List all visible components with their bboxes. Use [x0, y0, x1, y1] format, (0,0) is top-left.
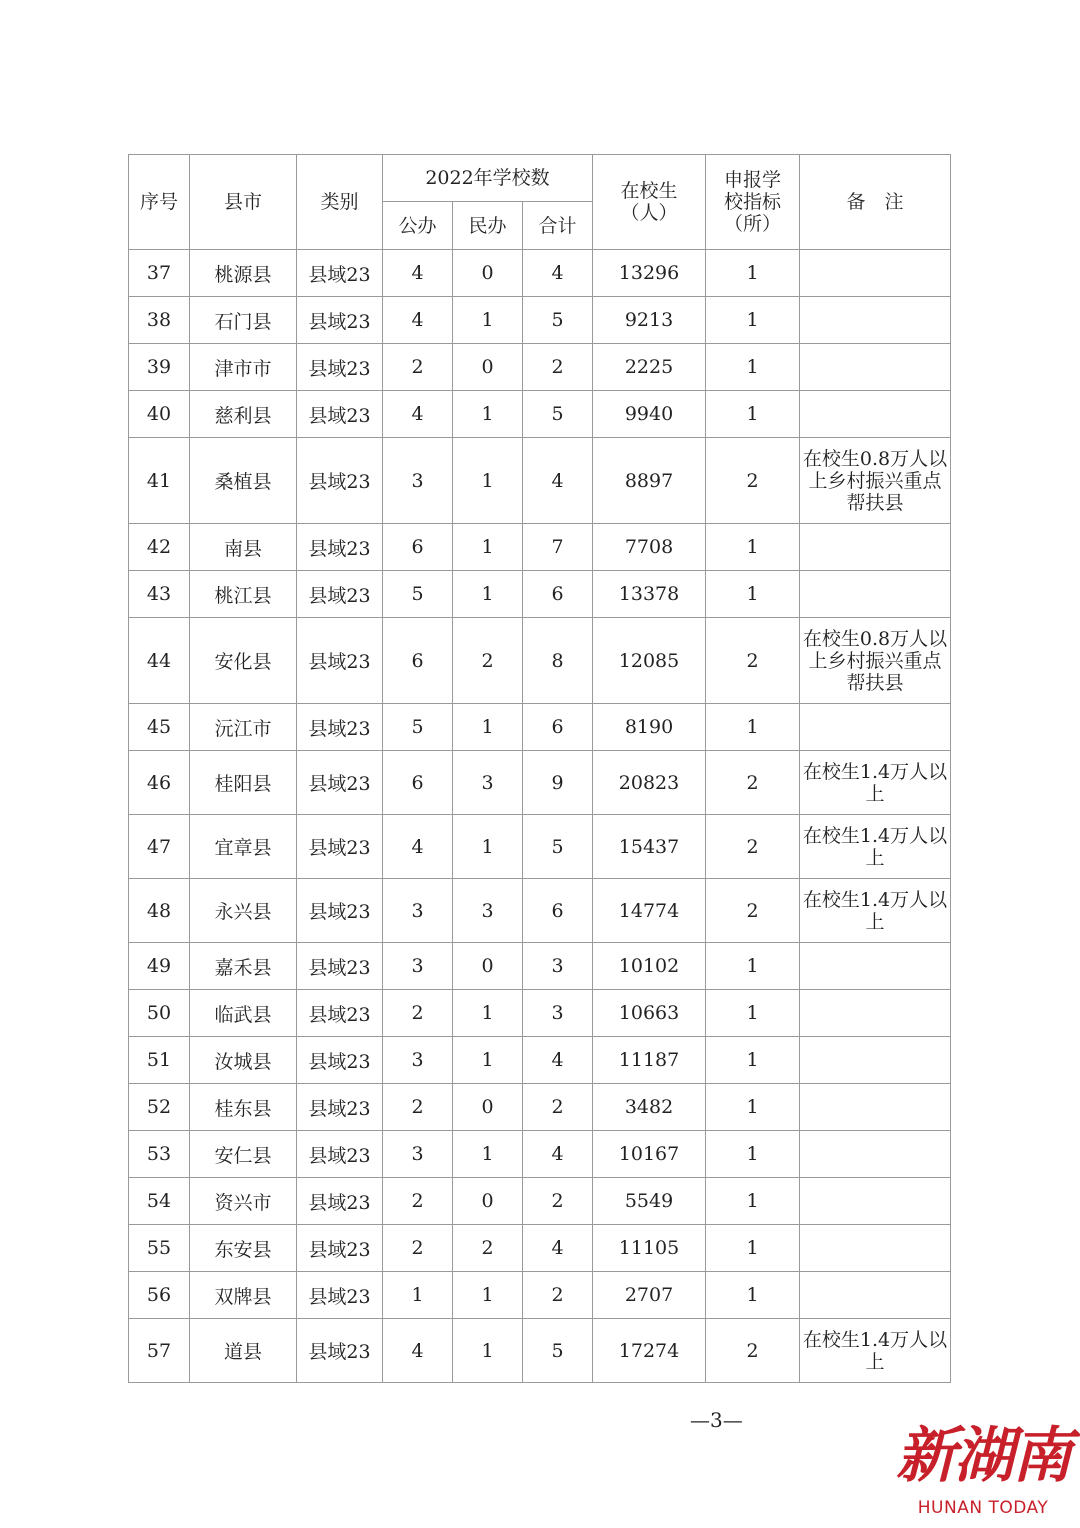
cell-private: 0	[453, 344, 523, 391]
cell-students: 8897	[593, 438, 706, 524]
cell-quota: 2	[706, 438, 800, 524]
cell-quota: 1	[706, 391, 800, 438]
cell-students: 20823	[593, 751, 706, 815]
table-body	[129, 250, 951, 1383]
cell-private: 2	[453, 618, 523, 704]
cell-category: 县域23	[297, 438, 383, 524]
cell-public: 6	[383, 524, 453, 571]
header-county: 县市	[190, 155, 297, 250]
cell-no: 45	[129, 704, 190, 751]
table-row	[129, 297, 951, 344]
cell-private: 0	[453, 943, 523, 990]
cell-category: 县域23	[297, 943, 383, 990]
cell-students: 13378	[593, 571, 706, 618]
cell-category: 县域23	[297, 571, 383, 618]
cell-remark: 在校生1.4万人以上	[800, 751, 951, 815]
cell-students: 13296	[593, 250, 706, 297]
cell-students: 10663	[593, 990, 706, 1037]
cell-total: 2	[523, 1272, 593, 1319]
cell-private: 1	[453, 815, 523, 879]
cell-remark	[800, 1178, 951, 1225]
cell-county: 石门县	[190, 297, 297, 344]
cell-public: 2	[383, 1084, 453, 1131]
cell-quota: 1	[706, 943, 800, 990]
cell-private: 1	[453, 391, 523, 438]
cell-remark: 在校生1.4万人以上	[800, 815, 951, 879]
cell-category: 县域23	[297, 391, 383, 438]
cell-remark	[800, 1084, 951, 1131]
cell-remark	[800, 1131, 951, 1178]
cell-category: 县域23	[297, 1084, 383, 1131]
cell-category: 县域23	[297, 1272, 383, 1319]
cell-quota: 1	[706, 990, 800, 1037]
cell-private: 1	[453, 1272, 523, 1319]
cell-public: 4	[383, 815, 453, 879]
cell-total: 4	[523, 1037, 593, 1084]
cell-county: 桃江县	[190, 571, 297, 618]
cell-total: 6	[523, 879, 593, 943]
cell-quota: 2	[706, 618, 800, 704]
cell-category: 县域23	[297, 344, 383, 391]
cell-remark: 在校生0.8万人以上乡村振兴重点帮扶县	[800, 618, 951, 704]
header-schools-2022: 2022年学校数	[383, 155, 593, 202]
cell-students: 2707	[593, 1272, 706, 1319]
watermark-logo-en: HUNAN TODAY	[917, 1498, 1049, 1518]
cell-private: 1	[453, 571, 523, 618]
table-row	[129, 1225, 951, 1272]
table-row	[129, 1084, 951, 1131]
cell-county: 桂东县	[190, 1084, 297, 1131]
cell-total: 5	[523, 391, 593, 438]
cell-remark	[800, 1272, 951, 1319]
header-remark: 备 注	[800, 155, 951, 250]
cell-county: 宜章县	[190, 815, 297, 879]
cell-private: 3	[453, 751, 523, 815]
cell-total: 2	[523, 1178, 593, 1225]
cell-remark	[800, 990, 951, 1037]
cell-no: 38	[129, 297, 190, 344]
table-row	[129, 1178, 951, 1225]
cell-students: 7708	[593, 524, 706, 571]
cell-total: 7	[523, 524, 593, 571]
cell-county: 永兴县	[190, 879, 297, 943]
cell-public: 4	[383, 250, 453, 297]
cell-no: 43	[129, 571, 190, 618]
cell-total: 6	[523, 571, 593, 618]
cell-public: 2	[383, 344, 453, 391]
cell-private: 3	[453, 879, 523, 943]
header-no: 序号	[129, 155, 190, 250]
cell-remark: 在校生1.4万人以上	[800, 1319, 951, 1383]
cell-private: 0	[453, 1178, 523, 1225]
cell-public: 6	[383, 751, 453, 815]
cell-total: 2	[523, 344, 593, 391]
cell-total: 4	[523, 1131, 593, 1178]
cell-total: 4	[523, 1225, 593, 1272]
cell-county: 汝城县	[190, 1037, 297, 1084]
cell-category: 县域23	[297, 1225, 383, 1272]
cell-remark	[800, 1225, 951, 1272]
table-row	[129, 990, 951, 1037]
cell-no: 37	[129, 250, 190, 297]
cell-quota: 2	[706, 879, 800, 943]
cell-students: 17274	[593, 1319, 706, 1383]
header-category: 类别	[297, 155, 383, 250]
cell-total: 3	[523, 943, 593, 990]
cell-public: 4	[383, 391, 453, 438]
table-row	[129, 391, 951, 438]
cell-public: 4	[383, 1319, 453, 1383]
cell-remark	[800, 524, 951, 571]
cell-private: 1	[453, 990, 523, 1037]
cell-no: 54	[129, 1178, 190, 1225]
watermark-logo-cn: 新湖南	[896, 1421, 1070, 1491]
cell-quota: 2	[706, 1319, 800, 1383]
header-private: 民办	[453, 202, 523, 250]
cell-remark	[800, 571, 951, 618]
cell-county: 道县	[190, 1319, 297, 1383]
cell-public: 5	[383, 571, 453, 618]
cell-county: 沅江市	[190, 704, 297, 751]
cell-students: 11105	[593, 1225, 706, 1272]
cell-private: 1	[453, 524, 523, 571]
cell-private: 2	[453, 1225, 523, 1272]
cell-total: 6	[523, 704, 593, 751]
cell-no: 53	[129, 1131, 190, 1178]
table-row	[129, 1131, 951, 1178]
cell-category: 县域23	[297, 1131, 383, 1178]
cell-county: 桂阳县	[190, 751, 297, 815]
cell-category: 县域23	[297, 524, 383, 571]
cell-students: 10167	[593, 1131, 706, 1178]
cell-no: 47	[129, 815, 190, 879]
cell-no: 52	[129, 1084, 190, 1131]
cell-county: 南县	[190, 524, 297, 571]
cell-total: 5	[523, 1319, 593, 1383]
cell-category: 县域23	[297, 704, 383, 751]
cell-county: 安化县	[190, 618, 297, 704]
cell-quota: 1	[706, 1131, 800, 1178]
cell-private: 1	[453, 1319, 523, 1383]
cell-public: 3	[383, 943, 453, 990]
cell-remark	[800, 297, 951, 344]
cell-remark: 在校生0.8万人以上乡村振兴重点帮扶县	[800, 438, 951, 524]
cell-students: 12085	[593, 618, 706, 704]
cell-public: 2	[383, 990, 453, 1037]
header-total: 合计	[523, 202, 593, 250]
cell-category: 县域23	[297, 250, 383, 297]
cell-category: 县域23	[297, 297, 383, 344]
page-number: —3—	[690, 1408, 743, 1432]
cell-category: 县域23	[297, 815, 383, 879]
cell-remark	[800, 704, 951, 751]
cell-private: 1	[453, 438, 523, 524]
cell-no: 48	[129, 879, 190, 943]
cell-remark: 在校生1.4万人以上	[800, 879, 951, 943]
cell-students: 9940	[593, 391, 706, 438]
cell-no: 41	[129, 438, 190, 524]
cell-category: 县域23	[297, 751, 383, 815]
table-row	[129, 250, 951, 297]
cell-quota: 1	[706, 1272, 800, 1319]
schools-table	[128, 154, 951, 1383]
cell-no: 39	[129, 344, 190, 391]
cell-quota: 1	[706, 297, 800, 344]
table-row	[129, 344, 951, 391]
cell-category: 县域23	[297, 1319, 383, 1383]
cell-county: 慈利县	[190, 391, 297, 438]
cell-total: 4	[523, 438, 593, 524]
cell-students: 5549	[593, 1178, 706, 1225]
cell-public: 3	[383, 438, 453, 524]
table-row	[129, 751, 951, 815]
cell-students: 10102	[593, 943, 706, 990]
cell-quota: 2	[706, 815, 800, 879]
header-quota: 申报学校指标（所）	[706, 155, 800, 250]
cell-private: 0	[453, 250, 523, 297]
cell-no: 46	[129, 751, 190, 815]
cell-total: 2	[523, 1084, 593, 1131]
cell-total: 5	[523, 815, 593, 879]
cell-students: 9213	[593, 297, 706, 344]
cell-category: 县域23	[297, 618, 383, 704]
table-row	[129, 524, 951, 571]
cell-public: 5	[383, 704, 453, 751]
cell-public: 2	[383, 1178, 453, 1225]
table-row	[129, 943, 951, 990]
cell-public: 3	[383, 1131, 453, 1178]
cell-category: 县域23	[297, 990, 383, 1037]
cell-public: 3	[383, 1037, 453, 1084]
cell-no: 56	[129, 1272, 190, 1319]
table-row	[129, 704, 951, 751]
cell-students: 14774	[593, 879, 706, 943]
cell-county: 临武县	[190, 990, 297, 1037]
cell-private: 1	[453, 1037, 523, 1084]
cell-private: 1	[453, 1131, 523, 1178]
table-row	[129, 571, 951, 618]
cell-private: 0	[453, 1084, 523, 1131]
cell-students: 11187	[593, 1037, 706, 1084]
cell-county: 桃源县	[190, 250, 297, 297]
cell-county: 安仁县	[190, 1131, 297, 1178]
cell-students: 3482	[593, 1084, 706, 1131]
cell-no: 57	[129, 1319, 190, 1383]
cell-remark	[800, 943, 951, 990]
cell-county: 津市市	[190, 344, 297, 391]
cell-students: 2225	[593, 344, 706, 391]
cell-no: 51	[129, 1037, 190, 1084]
cell-remark	[800, 250, 951, 297]
cell-county: 桑植县	[190, 438, 297, 524]
cell-category: 县域23	[297, 1037, 383, 1084]
cell-remark	[800, 344, 951, 391]
watermark-logo	[893, 1416, 1073, 1520]
cell-county: 双牌县	[190, 1272, 297, 1319]
table-row	[129, 815, 951, 879]
cell-public: 3	[383, 879, 453, 943]
cell-quota: 2	[706, 751, 800, 815]
cell-category: 县域23	[297, 879, 383, 943]
cell-quota: 1	[706, 344, 800, 391]
cell-county: 东安县	[190, 1225, 297, 1272]
cell-county: 资兴市	[190, 1178, 297, 1225]
cell-total: 3	[523, 990, 593, 1037]
table-row	[129, 1037, 951, 1084]
table-row	[129, 438, 951, 524]
cell-students: 8190	[593, 704, 706, 751]
cell-no: 42	[129, 524, 190, 571]
cell-remark	[800, 391, 951, 438]
cell-quota: 1	[706, 571, 800, 618]
cell-quota: 1	[706, 704, 800, 751]
cell-public: 1	[383, 1272, 453, 1319]
cell-total: 9	[523, 751, 593, 815]
cell-quota: 1	[706, 1037, 800, 1084]
table-row	[129, 879, 951, 943]
cell-no: 40	[129, 391, 190, 438]
cell-quota: 1	[706, 1225, 800, 1272]
cell-quota: 1	[706, 250, 800, 297]
table-row	[129, 1319, 951, 1383]
cell-public: 2	[383, 1225, 453, 1272]
cell-quota: 1	[706, 524, 800, 571]
cell-total: 5	[523, 297, 593, 344]
cell-private: 1	[453, 704, 523, 751]
header-students: 在校生（人）	[593, 155, 706, 250]
table-row	[129, 1272, 951, 1319]
cell-no: 44	[129, 618, 190, 704]
cell-students: 15437	[593, 815, 706, 879]
cell-no: 49	[129, 943, 190, 990]
cell-quota: 1	[706, 1178, 800, 1225]
cell-no: 50	[129, 990, 190, 1037]
cell-public: 4	[383, 297, 453, 344]
cell-total: 4	[523, 250, 593, 297]
cell-county: 嘉禾县	[190, 943, 297, 990]
cell-remark	[800, 1037, 951, 1084]
cell-public: 6	[383, 618, 453, 704]
header-public: 公办	[383, 202, 453, 250]
table-row	[129, 618, 951, 704]
cell-total: 8	[523, 618, 593, 704]
cell-quota: 1	[706, 1084, 800, 1131]
cell-category: 县域23	[297, 1178, 383, 1225]
cell-no: 55	[129, 1225, 190, 1272]
cell-private: 1	[453, 297, 523, 344]
